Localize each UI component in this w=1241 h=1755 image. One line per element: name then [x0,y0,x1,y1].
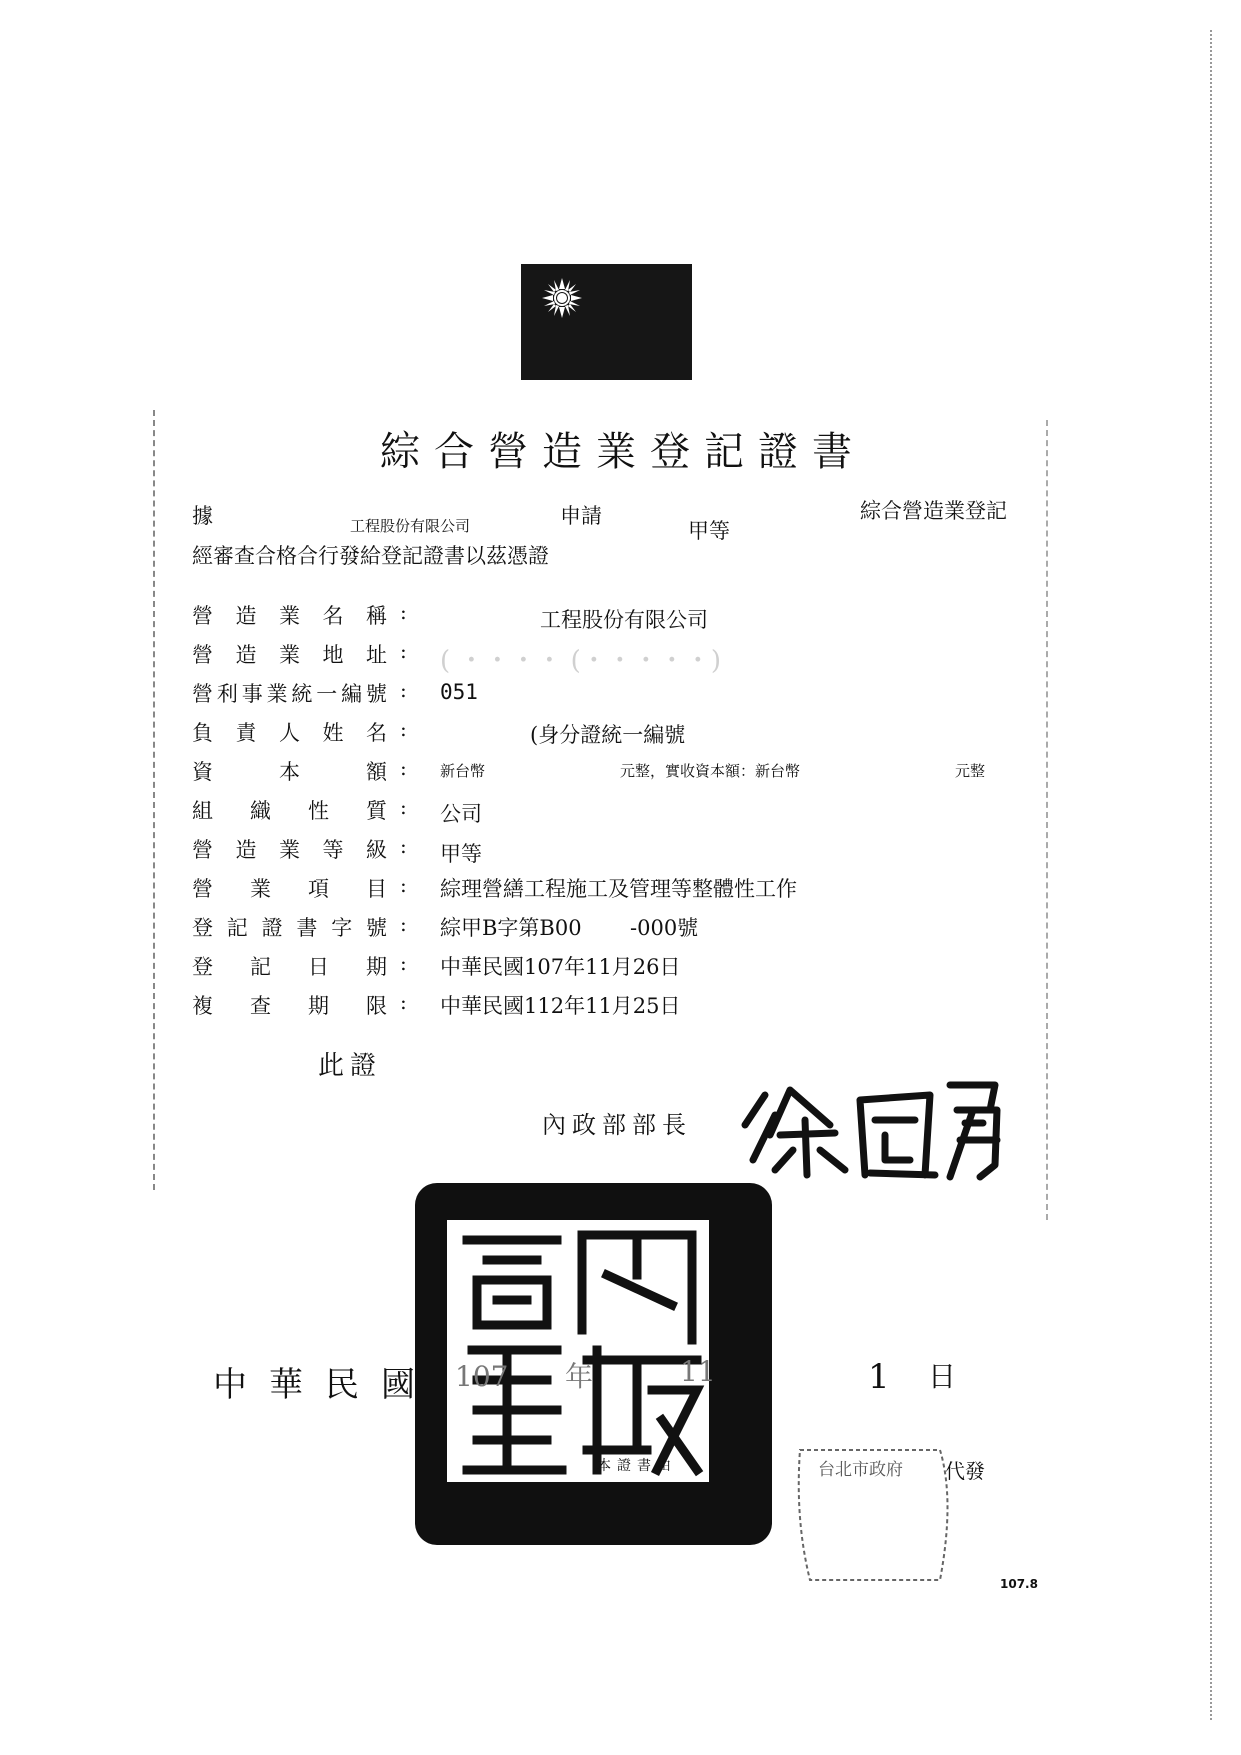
issuer-stamp-number: 107.8 [1000,1577,1038,1591]
field-value-responsible-person: (身分證統一編號 [530,723,686,747]
seal-bottom-text: 本證書由 [597,1458,677,1474]
field-label-cert-number: 登 記 證 書 字 號 : [192,912,407,940]
white-sun-icon [541,277,583,319]
field-value-cert-number: 綜甲B字第B00 [440,916,582,940]
field-label-company-name: 營 造 業 名 稱 : [192,600,407,628]
field-label-grade: 營 造 業 等 級 : [192,834,407,862]
seal-face [447,1220,709,1482]
field-label-responsible-person: 負 責 人 姓 名 : [192,717,407,745]
intro-category: 綜合營造業登記 [860,499,1007,523]
field-value-business-items: 綜理營繕工程施工及管理等整體性工作 [440,877,797,901]
field-value-grade: 甲等 [440,842,482,866]
issue-date-day-unit: 日 [928,1360,957,1393]
field-value-organization: 公司 [440,802,482,826]
field-label-review-deadline: 複 查 期 限 : [192,990,407,1018]
minister-title: 內政部部長 [542,1111,692,1139]
field-label-business-items: 營 業 項 目 : [192,873,407,901]
issue-date-month: 11 [680,1355,716,1388]
certificate-title: 綜合營造業登記證書 [380,429,866,475]
field-value-capital-suffix: 元整 [955,762,986,780]
intro-line2: 經審查合格合行發給登記證書以茲憑證 [192,544,549,568]
field-label-organization: 組 織 性 質 : [192,795,407,823]
issue-date-year-unit: 年 [565,1360,594,1393]
issuer-stamp-text: 台北市政府 [818,1460,903,1480]
scan-page-edge [1210,30,1214,1720]
field-value-review-deadline: 中華民國112年11月25日 [440,994,681,1018]
field-value-registration-date: 中華民國107年11月26日 [440,955,681,979]
scan-edge-right [1046,420,1050,1220]
field-label-business-id: 營 利 事 業 統 一 編 號 : [192,678,407,706]
field-value-cert-number-suffix: -000號 [630,916,699,940]
certify-text: 此證 [318,1051,383,1081]
field-value-address-redacted: ( ・・・・ (・・・・・) [440,646,721,676]
issue-date-year: 107 [455,1360,509,1393]
intro-apply: 申請 [560,504,602,528]
issuer-agent: 代發 [945,1459,985,1483]
field-value-capital: 新台幣 [440,762,486,780]
intro-grade: 甲等 [688,519,730,543]
seal-glyphs [447,1220,709,1482]
national-flag [521,264,692,380]
field-label-address: 營 造 業 地 址 : [192,639,407,667]
intro-according: 據 [192,504,213,528]
field-label-registration-date: 登 記 日 期 : [192,951,407,979]
minister-signature [735,1065,1015,1185]
field-label-capital: 資 本 額 : [192,756,407,784]
issue-date-era: 中華民國 [213,1365,437,1405]
intro-company: 工程股份有限公司 [350,517,471,535]
issue-date-day: 1 [868,1357,890,1397]
field-value-capital-paid: 元整，實收資本額：新台幣 [620,762,801,780]
scan-edge-left [153,410,157,1190]
field-value-company-name: 工程股份有限公司 [540,608,708,632]
field-value-business-id: 051 [440,680,478,704]
